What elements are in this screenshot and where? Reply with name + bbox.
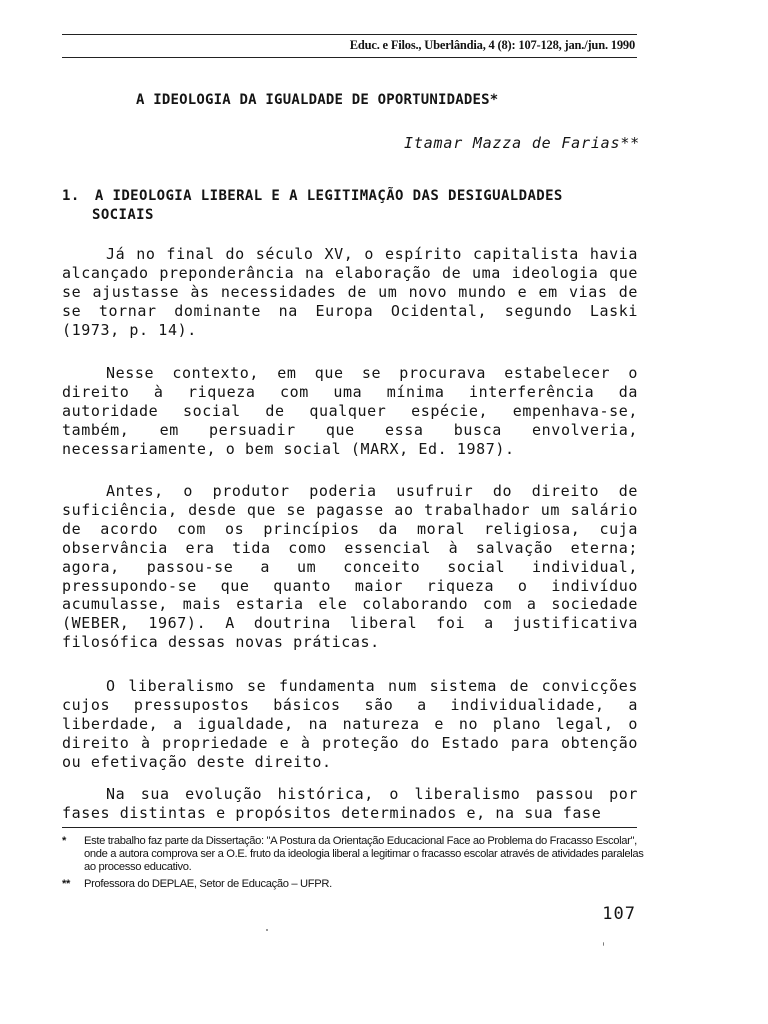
section-number: 1. bbox=[62, 188, 80, 204]
body-paragraph: Antes, o produtor poderia usufruir do direito de suficiência, desde que se pagasse ao trabalhador um salário de acordo com os princípios da moral religiosa, cuja observância era tida como essencial à salvação eterna; agora, passou-se a um conceito social individual, pressupondo-se que quanto maior riqueza o indivíduo acumulasse, mais estaria ele colaborando com a sociedade (WEBER, 1967). A doutrina liberal foi a justificativa filosófica dessas novas práticas. bbox=[62, 482, 638, 652]
footnote-text: Professora do DEPLAE, Setor de Educação – UFPR. bbox=[84, 878, 332, 890]
header-rule-bottom bbox=[62, 57, 637, 58]
section-heading bbox=[62, 187, 642, 225]
body-paragraph: Nesse contexto, em que se procurava estabelecer o direito à riqueza com uma mínima interferência da autoridade social de qualquer espécie, empenhava-se, também, em persuadir que essa busca envolveria, necessariamente, o bem social (MARX, Ed. 1987). bbox=[62, 364, 638, 458]
section-title-line-1: A IDEOLOGIA LIBERAL E A LEGITIMAÇÃO DAS DESIGUALDADES bbox=[94, 188, 563, 204]
scan-speck bbox=[266, 929, 268, 931]
body-paragraph: Já no final do século XV, o espírito capitalista havia alcançado preponderância na elaboração de uma ideologia que se ajustasse às necessidades de um novo mundo e em vias de se tornar dominante na Europa Ocidental, segundo Laski (1973, p. 14). bbox=[62, 245, 638, 339]
article-author: Itamar Mazza de Farias** bbox=[404, 134, 640, 152]
body-paragraph: Na sua evolução histórica, o liberalismo passou por fases distintas e propósitos determinados e, na sua fase bbox=[62, 785, 638, 822]
footnote-mark: * bbox=[62, 835, 67, 847]
journal-citation: Educ. e Filos., Uberlândia, 4 (8): 107-128, jan./jun. 1990 bbox=[349, 38, 635, 52]
scan-speck bbox=[603, 942, 604, 946]
section-title-line-2: SOCIAIS bbox=[92, 207, 154, 223]
article-title: A IDEOLOGIA DA IGUALDADE DE OPORTUNIDADES* bbox=[136, 92, 499, 108]
footnote-text: Este trabalho faz parte da Dissertação: "A Postura da Orientação Educacional Face ao Problema do Fracasso Escolar", onde a autora comprova ser a O.E. fruto da ideologia liberal a legitimar o fracasso escolar através de atividades paralelas ao processo educativo. bbox=[84, 835, 644, 873]
footnote bbox=[62, 835, 644, 874]
page-number: 107 bbox=[602, 904, 636, 924]
footnote bbox=[62, 878, 644, 891]
body-paragraph: O liberalismo se fundamenta num sistema de convicções cujos pressupostos básicos são a individualidade, a liberdade, a igualdade, na natureza e no plano legal, o direito à propriedade e à proteção do Estado para obtenção ou efetivação deste direito. bbox=[62, 677, 638, 771]
footnote-divider bbox=[62, 827, 637, 828]
footnote-mark: ** bbox=[62, 878, 71, 890]
header-rule-top bbox=[62, 34, 637, 35]
